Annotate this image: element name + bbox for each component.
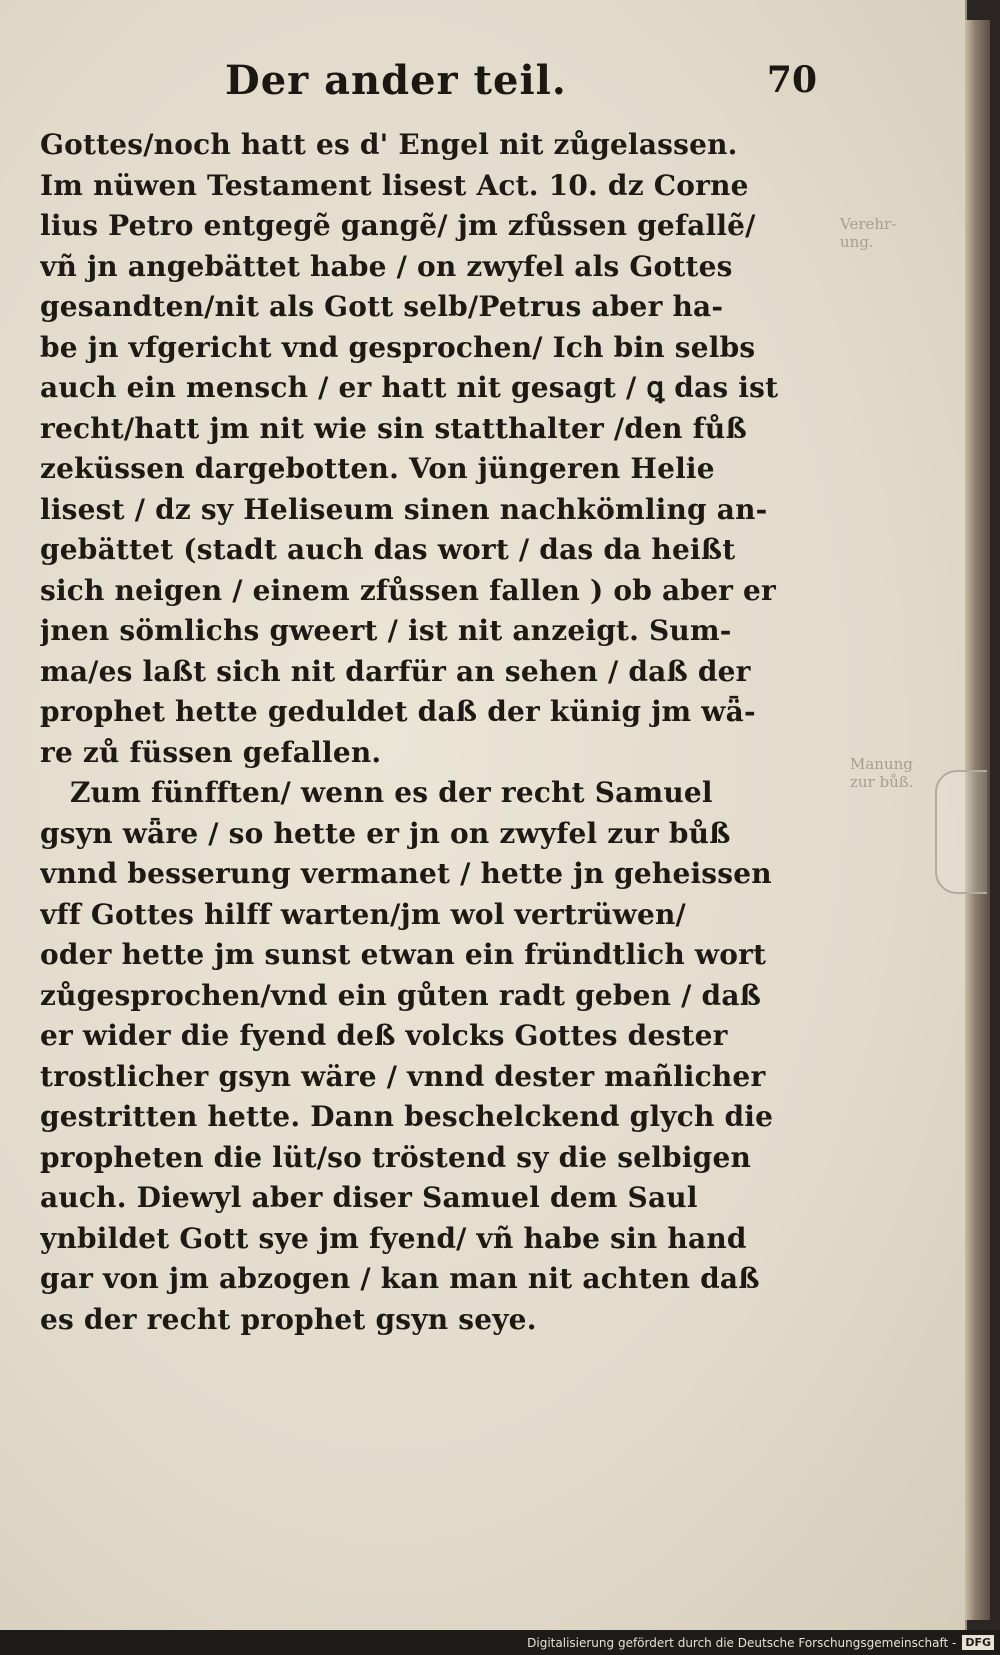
text-line: recht/hatt jm nit wie sin statthalter /den fůß [40,411,747,445]
text-line: trostlicher gsyn wäre / vnnd dester mañlicher [40,1059,766,1093]
text-line: lisest / dz sy Heliseum sinen nachkömling an- [40,492,768,526]
dfg-logo: DFG [962,1635,994,1650]
text-line: vñ jn angebättet habe / on zwyfel als Gottes [40,249,733,283]
text-line: gar von jm abzogen / kan man nit achten daß [40,1262,760,1295]
running-title: Der ander teil. [225,56,567,104]
page-number: 70 [766,59,817,101]
text-line: gestritten hette. Dann beschelckend glych die [40,1100,774,1133]
footer-credit: Digitalisierung gefördert durch die Deutsche Forschungsgemeinschaft - [527,1635,957,1650]
text-line: zůgesprochen/vnd ein gůten radt geben / daß [40,978,762,1012]
margin-note: Manung zur bůß. [850,755,914,791]
text-line: gebättet (stadt auch das wort / das da heißt [40,533,736,566]
text-line: be jn vfgericht vnd gesprochen/ Ich bin selbs [40,330,756,364]
text-line: jnen sömlichs gweert / ist nit anzeigt. Sum- [40,614,732,647]
text-line: propheten die lüt/so tröstend sy die selbigen [40,1140,752,1174]
text-line: gsyn wǟre / so hette er jn on zwyfel zur bůß [40,816,731,850]
text-line: sich neigen / einem zfůssen fallen ) ob aber er [40,573,776,607]
text-line: ynbildet Gott sye jm fyend/ vñ habe sin hand [40,1221,747,1255]
text-line: auch ein mensch / er hatt nit gesagt / ꝗ das ist [40,371,779,404]
text-line: re zů füssen gefallen. [40,735,382,769]
margin-note: Verehr- ung. [840,215,897,251]
digitization-footer [0,1630,1000,1655]
text-line: auch. Diewyl aber diser Samuel dem Saul [40,1181,698,1214]
text-line: vnnd besserung vermanet / hette jn geheissen [40,857,772,890]
text-line: Zum fünfften/ wenn es der recht Samuel [70,776,713,809]
text-line: ma/es laßt sich nit darfür an sehen / daß der [40,654,751,688]
running-header [225,50,825,110]
text-line: er wider die fyend deß volcks Gottes dester [40,1019,728,1052]
text-line: Gottes/noch hatt es d' Engel nit zůgelassen. [40,128,738,161]
text-line: lius Petro entgegẽ gangẽ/ jm zfůssen gefallẽ/ [40,209,756,242]
text-line: es der recht prophet gsyn seye. [40,1302,537,1336]
text-line: oder hette jm sunst etwan ein fründtlich wort [40,938,767,971]
text-line: gesandten/nit als Gott selb/Petrus aber ha- [40,290,724,323]
text-line: Im nüwen Testament lisest Act. 10. dz Corne [40,168,749,202]
text-line: vff Gottes hilff warten/jm wol vertrüwen/ [40,897,686,931]
text-line: zeküssen dargebotten. Von jüngeren Helie [40,452,715,485]
body-text [40,125,810,1340]
text-line: prophet hette geduldet daß der künig jm wǟ- [40,695,756,728]
page-clip [935,770,987,894]
